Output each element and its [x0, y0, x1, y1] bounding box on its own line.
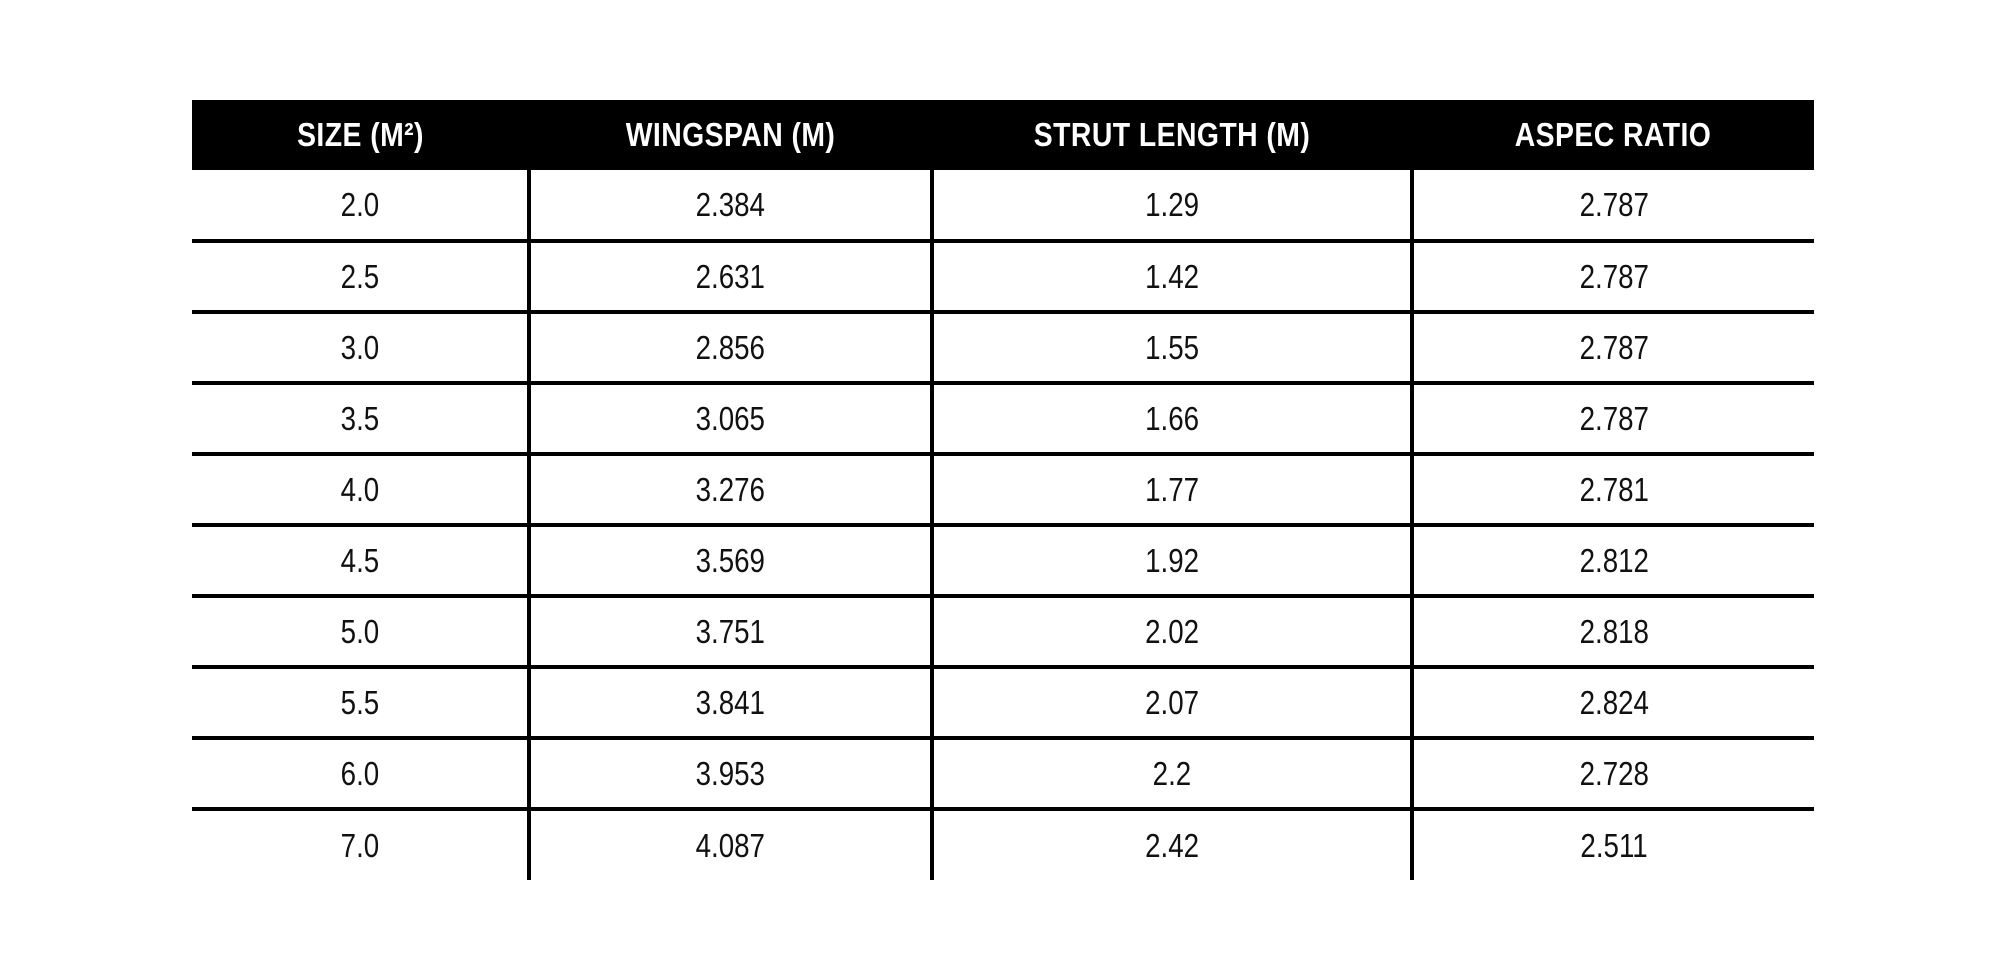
cell-wingspan: 3.841	[529, 667, 932, 738]
cell-strut-length: 1.77	[932, 454, 1412, 525]
cell-size: 5.5	[192, 667, 529, 738]
cell-size: 2.0	[340, 185, 379, 223]
cell-strut-length: 1.66	[932, 383, 1412, 454]
table-row	[192, 170, 1814, 241]
cell-aspect-ratio: 2.787	[1412, 241, 1814, 312]
table-row	[192, 454, 1814, 525]
cell-wingspan: 2.631	[529, 241, 932, 312]
cell-aspect-ratio: 2.728	[1412, 738, 1814, 809]
cell-aspect-ratio: 2.818	[1412, 596, 1814, 667]
header-wingspan: WINGSPAN (M)	[625, 116, 836, 153]
cell-size: 3.5	[192, 383, 529, 454]
cell-size: 5.0	[192, 596, 529, 667]
cell-aspect-ratio: 2.511	[1412, 809, 1814, 880]
cell-size: 2.5	[192, 241, 529, 312]
cell-aspect-ratio: 2.787	[1412, 383, 1814, 454]
table-row	[192, 738, 1814, 809]
cell-strut-length: 2.07	[932, 667, 1412, 738]
table-row	[192, 312, 1814, 383]
cell-wingspan: 3.751	[529, 596, 932, 667]
cell-size: 3.0	[192, 312, 529, 383]
header-row	[192, 100, 1814, 170]
cell-size: 4.5	[192, 525, 529, 596]
cell-size: 6.0	[192, 738, 529, 809]
table-header	[192, 100, 1814, 170]
cell-strut-length: 1.29	[932, 170, 1412, 241]
cell-aspect-ratio: 2.787	[1412, 170, 1814, 241]
cell-aspect-ratio: 2.824	[1412, 667, 1814, 738]
cell-size: 7.0	[192, 809, 529, 880]
table-row	[192, 241, 1814, 312]
table-body	[192, 170, 1814, 880]
cell-wingspan: 2.856	[529, 312, 932, 383]
cell-strut-length: 1.92	[932, 525, 1412, 596]
cell-strut-length: 2.02	[932, 596, 1412, 667]
header-aspect-ratio: ASPEC RATIO	[1514, 116, 1712, 153]
cell-aspect-ratio: 2.781	[1412, 454, 1814, 525]
header-strut-length: STRUT LENGTH (M)	[1033, 116, 1311, 153]
cell-wingspan: 4.087	[529, 809, 932, 880]
table-row	[192, 596, 1814, 667]
cell-strut-length: 2.42	[932, 809, 1412, 880]
cell-wingspan: 3.276	[529, 454, 932, 525]
cell-aspect-ratio: 2.787	[1412, 312, 1814, 383]
cell-aspect-ratio: 2.812	[1412, 525, 1814, 596]
cell-wingspan: 3.569	[529, 525, 932, 596]
cell-strut-length: 1.42	[932, 241, 1412, 312]
table-row	[192, 667, 1814, 738]
table-row	[192, 525, 1814, 596]
cell-wingspan: 2.384	[529, 170, 932, 241]
cell-strut-length: 1.55	[932, 312, 1412, 383]
header-size: SIZE (M²)	[297, 116, 424, 153]
cell-wingspan: 3.953	[529, 738, 932, 809]
table-row	[192, 809, 1814, 880]
table-row	[192, 383, 1814, 454]
cell-wingspan: 3.065	[529, 383, 932, 454]
cell-strut-length: 2.2	[932, 738, 1412, 809]
spec-table	[192, 100, 1814, 880]
cell-size: 4.0	[192, 454, 529, 525]
